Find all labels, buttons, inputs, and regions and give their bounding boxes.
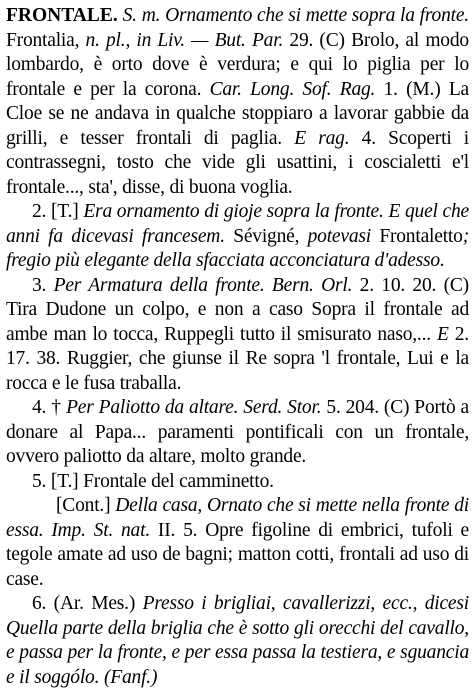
source: E rag. <box>294 127 350 149</box>
cont-label: [Cont.] <box>56 495 111 516</box>
text: Frontaletto <box>379 225 463 247</box>
quotation: 4. Scoperti i contrassegni, tosto che vide gli usattini, i coscialetti e'l frontale..., sta', disse, di buona voglia. <box>6 127 470 198</box>
sense-number: 6. (Ar. Mes.) <box>32 593 136 614</box>
sense-number: 3. <box>32 274 47 296</box>
definition: Della casa, Ornato che si mette nella fronte di essa. <box>6 495 469 541</box>
sense-5 <box>6 470 469 495</box>
text: ; fregio più elegante della sfacciata acconciatura d'adesso. <box>6 225 469 271</box>
sense-2 <box>6 200 469 274</box>
quotation: 2. 17. 38. Ruggier, che giunse il Re sopra 'l frontale, Lui e la rocca e le fusa traballa. <box>6 323 469 394</box>
grammar-label: S. m. <box>122 5 161 26</box>
text: potevasi <box>307 225 371 247</box>
definition: Era ornamento di gioje sopra la fronte. E quel che anni fa dicevasi francesem. <box>6 201 469 247</box>
sense-6 <box>6 592 469 690</box>
source: n. pl., in Liv. — But. Par. <box>85 29 284 51</box>
source: Imp. St. nat. <box>51 519 151 541</box>
quotation: 2. 10. 20. (C) Tira Dudone un colpo, e non a caso Sopra il frontale ad ambe man lo tocca, Ruppegli tutto il smisurato naso,... <box>6 274 469 345</box>
text: Frontalia, <box>6 29 80 51</box>
definition: Per Paliotto da altare. Serd. Stor. <box>66 397 322 418</box>
quotation: II. 5. Opre figoline di embrici, tufoli e tegole amate ad uso de bagni; matton cotti, frontali ad uso di case. <box>6 519 470 590</box>
dictionary-entry <box>6 4 469 690</box>
definition: Ornamento che si mette sopra la fronte. <box>165 5 469 26</box>
sense-number: 5. [T.] <box>32 470 79 492</box>
source: (Fanf.) <box>103 666 158 688</box>
sense-number: 2. [T.] <box>32 201 79 222</box>
sense-3 <box>6 274 469 397</box>
text: Frontale del camminetto. <box>83 470 274 492</box>
headword: FRONTALE. <box>6 5 118 26</box>
text: 29. <box>289 29 314 51</box>
text: Sévigné, <box>233 225 300 247</box>
sense-4 <box>6 396 469 470</box>
quotation: (C) Brolo, al modo lombardo, è orto dove è verdura; e qui lo piglia per lo frontale e per la corona. <box>6 29 469 100</box>
definition: Presso i brigliai, cavallerizzi, ecc., dicesi Quella parte della briglia che è sotto gli orecchi del cavallo, e passa per la fronte, e per essa passa la testiera, e sguancia e il soggólo. <box>6 593 469 688</box>
sense-number: 4. † <box>32 397 62 418</box>
quotation: 5. 204. (C) Portò a donare al Papa... paramenti pontificali con un frontale, ovvero paliotto da altare, molto grande. <box>6 397 470 467</box>
source: E <box>437 323 449 345</box>
quotation: 1. (M.) La Cloe se ne andava in qualche stoppiaro a lavorar gabbie da grilli, e tesser frontali di paglia. <box>6 78 469 149</box>
definition: Per Armatura della fronte. Bern. Orl. <box>53 274 353 296</box>
sense-1 <box>6 4 469 200</box>
sense-cont <box>6 494 469 592</box>
source: Car. Long. Sof. Rag. <box>209 78 376 100</box>
